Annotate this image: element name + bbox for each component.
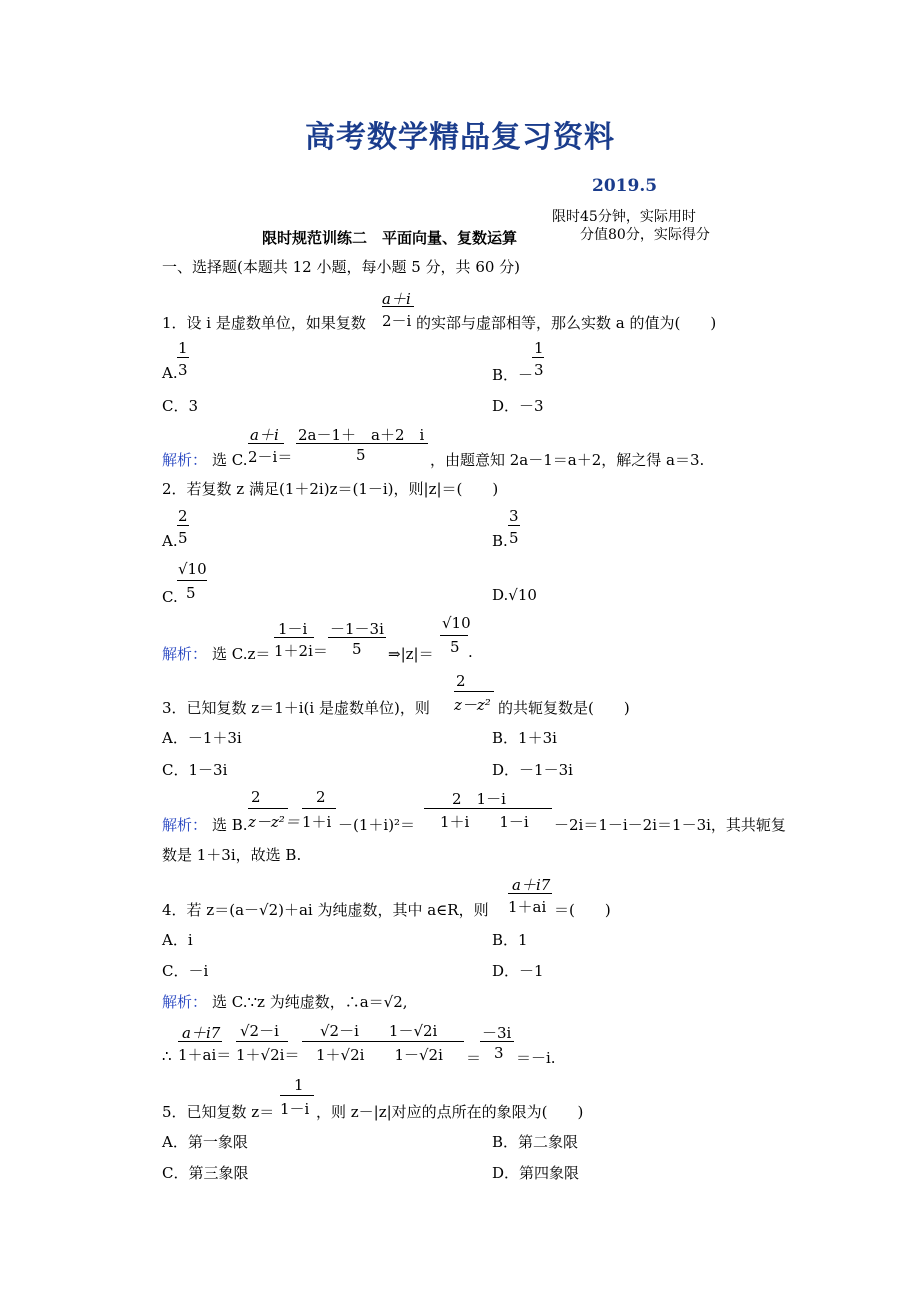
section-heading: 一、选择题(本题共 12 小题，每小题 5 分，共 60 分) xyxy=(162,258,521,276)
q2-sol-mid: ⇒|z|＝ xyxy=(388,645,434,663)
q2-sol-f2-num: －1－3i xyxy=(330,620,384,638)
q3-sol-f1-bar xyxy=(248,808,288,809)
q4-sol-eq: ＝ xyxy=(466,1049,482,1067)
q1-sol-f2-bar xyxy=(296,443,428,444)
q4-sol-f1-num: a＋i7 xyxy=(182,1024,221,1042)
q4-optD: D．－1 xyxy=(492,962,544,980)
q3-sol-f2-bar xyxy=(302,808,336,809)
q1-frac-den: 2－i xyxy=(382,312,412,330)
q4-frac-num: a＋i7 xyxy=(512,876,551,894)
time-note: 限时45分钟，实际用时 xyxy=(552,209,696,225)
score-note: 分值80分，实际得分 xyxy=(580,227,710,243)
q2-sol-f2-den: 5 xyxy=(352,640,362,658)
q3-sol-f1-num: 2 xyxy=(251,788,261,806)
q2-sol-end: . xyxy=(468,643,473,661)
q3-sol-f2-den: 1＋i xyxy=(302,813,332,831)
q2-optB-bar xyxy=(508,525,520,526)
q2-sol-f3-bar xyxy=(440,635,468,636)
q1-sol-pre: 选 C. xyxy=(212,451,248,469)
q3-frac-den: z－z² xyxy=(454,696,491,714)
q1-optB-num: 1 xyxy=(534,339,544,357)
q4-sol-f4-num: －3i xyxy=(482,1024,512,1042)
q3-frac-num: 2 xyxy=(456,672,466,690)
q4-optB: B．1 xyxy=(492,931,528,949)
q4-sol-label: 解析： xyxy=(162,993,208,1011)
q2-sol-f1-den: 1＋2i＝ xyxy=(274,642,328,660)
q1-sol-f1-bar xyxy=(248,443,284,444)
q1-frac-bar xyxy=(382,306,414,307)
q4-optC: C．－i xyxy=(162,962,209,980)
q3-stem-post: 的共轭复数是( ) xyxy=(498,699,630,717)
q3-sol-f3-num: 2 1－i xyxy=(452,790,506,808)
q1-optA-bar xyxy=(177,357,189,358)
q2-optA-den: 5 xyxy=(178,529,188,547)
q5-optD: D．第四象限 xyxy=(492,1164,580,1182)
q2-optC-bar xyxy=(177,580,207,581)
q4-frac-den: 1＋ai xyxy=(508,898,547,916)
q3-sol-pre: 选 B. xyxy=(212,816,248,834)
q3-sol-mid: －(1＋i)²＝ xyxy=(338,816,416,834)
q4-sol-end: ＝－i. xyxy=(516,1049,556,1067)
q2-optC-label: C. xyxy=(162,588,178,606)
q3-stem-pre: 3．已知复数 z＝1＋i(i 是虚数单位)，则 xyxy=(162,699,430,717)
q2-sol-f3-den: 5 xyxy=(450,638,460,656)
q2-optB-num: 3 xyxy=(509,507,519,525)
q2-stem: 2．若复数 z 满足(1＋2i)z＝(1－i)，则|z|＝( ) xyxy=(162,480,499,498)
q4-sol-f4-bar xyxy=(480,1041,514,1042)
q1-optA-den: 3 xyxy=(178,361,188,379)
q1-sol-f2-num: 2a－1＋ a＋2 i xyxy=(298,426,425,444)
q2-optC-den: 5 xyxy=(186,584,196,602)
q1-sol-f1-den: 2－i＝ xyxy=(248,448,293,466)
q2-optA-bar xyxy=(177,525,189,526)
q1-sol-post: ，由题意知 2a－1＝a＋2，解之得 a＝3. xyxy=(430,451,705,469)
q4-sol-f2-den: 1＋√2i＝ xyxy=(236,1046,300,1064)
q2-sol-f2-bar xyxy=(328,637,386,638)
q2-optA-num: 2 xyxy=(178,507,188,525)
q1-optD: D．－3 xyxy=(492,397,544,415)
q2-optB-den: 5 xyxy=(509,529,519,547)
q3-optC: C．1－3i xyxy=(162,761,228,779)
q2-optC-num: √10 xyxy=(178,560,207,578)
q3-sol-label: 解析： xyxy=(162,816,208,834)
q3-sol-f1-den: z－z²＝ xyxy=(248,813,300,831)
page-title: 高考数学精品复习资料 xyxy=(305,120,615,155)
q2-sol-f1-bar xyxy=(274,637,314,638)
q4-sol-f3-bar xyxy=(302,1041,464,1042)
q2-sol-f3-num: √10 xyxy=(442,614,471,632)
q3-sol-line2: 数是 1＋3i，故选 B. xyxy=(162,846,302,864)
q3-optB: B．1＋3i xyxy=(492,729,557,747)
q4-sol-lead: ∴ xyxy=(162,1047,172,1065)
q1-stem-pre: 1．设 i 是虚数单位，如果复数 xyxy=(162,314,366,332)
q4-sol-f1-den: 1＋ai＝ xyxy=(178,1046,232,1064)
q1-optB-den: 3 xyxy=(534,361,544,379)
q5-frac-num: 1 xyxy=(294,1076,304,1094)
q3-sol-f3-den: 1＋i 1－i xyxy=(440,813,529,831)
q3-sol-post: －2i＝1－i－2i＝1－3i，其共轭复 xyxy=(554,816,786,834)
q4-stem-post: ＝( ) xyxy=(554,901,611,919)
q1-stem-post: 的实部与虚部相等，那么实数 a 的值为( ) xyxy=(416,314,717,332)
q4-sol-f1-bar xyxy=(178,1041,222,1042)
q1-sol-label: 解析： xyxy=(162,451,208,469)
q4-frac-bar xyxy=(508,893,552,894)
q2-sol-pre: 选 C.z＝ xyxy=(212,645,271,663)
q2-sol-label: 解析： xyxy=(162,645,208,663)
q2-optB-label: B. xyxy=(492,532,508,550)
q2-optD: D.√10 xyxy=(492,586,537,604)
q5-frac-den: 1－i xyxy=(280,1100,310,1118)
q3-optA: A．－1＋3i xyxy=(162,729,242,747)
q3-frac-bar xyxy=(454,691,494,692)
q5-stem-post: ，则 z－|z|对应的点所在的象限为( ) xyxy=(316,1103,584,1121)
q3-sol-f2-num: 2 xyxy=(316,788,326,806)
q5-stem-pre: 5．已知复数 z＝ xyxy=(162,1103,275,1121)
q4-sol-f3-num: √2－i 1－√2i xyxy=(320,1022,438,1040)
q5-optB: B．第二象限 xyxy=(492,1133,579,1151)
q1-optA-label: A. xyxy=(162,364,178,382)
q1-sol-f1-num: a＋i xyxy=(250,426,279,444)
q1-frac-num: a＋i xyxy=(382,290,411,308)
q5-optA: A．第一象限 xyxy=(162,1133,248,1151)
q2-sol-f1-num: 1－i xyxy=(278,620,308,638)
q5-frac-bar xyxy=(280,1095,314,1096)
q1-optC: C．3 xyxy=(162,397,199,415)
q4-sol-f3-den: 1＋√2i 1－√2i xyxy=(316,1046,443,1064)
q1-optA-num: 1 xyxy=(178,339,188,357)
q1-optB-bar xyxy=(532,357,544,358)
date: 2019.5 xyxy=(592,176,658,196)
q3-optD: D．－1－3i xyxy=(492,761,573,779)
q3-sol-f3-bar xyxy=(424,808,552,809)
q4-optA: A．i xyxy=(162,931,193,949)
q4-sol-f2-num: √2－i xyxy=(240,1022,279,1040)
q5-optC: C．第三象限 xyxy=(162,1164,249,1182)
q4-sol-f2-bar xyxy=(236,1041,288,1042)
q2-optA-label: A. xyxy=(162,532,178,550)
q1-optB-label: B．－ xyxy=(492,366,534,384)
section-title: 限时规范训练二 平面向量、复数运算 xyxy=(262,229,518,247)
q4-stem-pre: 4．若 z＝(a－√2)＋ai 为纯虚数，其中 a∈R，则 xyxy=(162,901,489,919)
q4-sol-line1: 选 C.∵z 为纯虚数，∴a＝√2, xyxy=(212,993,408,1011)
q1-sol-f2-den: 5 xyxy=(356,446,366,464)
q4-sol-f4-den: 3 xyxy=(494,1044,504,1062)
